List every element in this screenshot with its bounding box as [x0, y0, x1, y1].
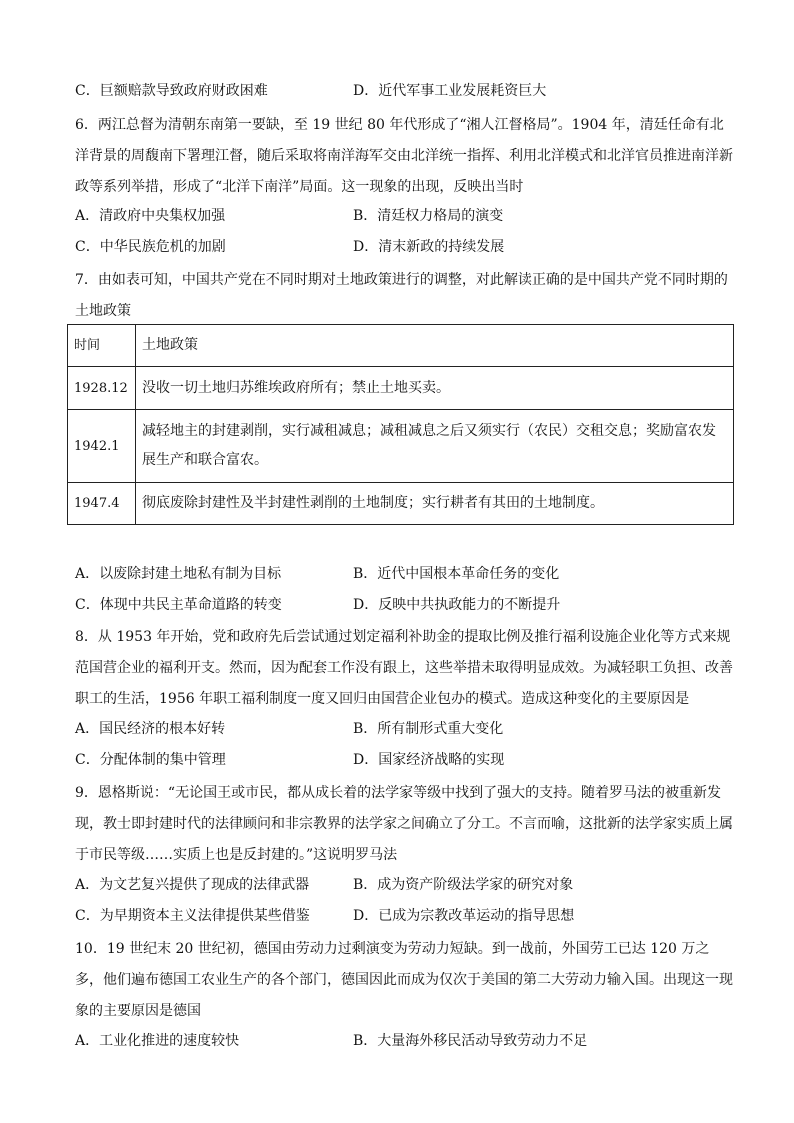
- table-header-row: [68, 325, 734, 367]
- table-cell-time: 1942.1: [68, 410, 136, 483]
- table-row: [68, 367, 734, 410]
- q9-option-b: B．成为资产阶级法学家的研究对象: [353, 877, 574, 893]
- q6-option-b: B．清廷权力格局的演变: [353, 208, 504, 224]
- land-policy-table: [67, 324, 734, 525]
- q9-stem: 9．恩格斯说：“无论国王或市民，都从成长着的法学家等级中找到了强大的支持。随着罗马法的被重新发现，教士即封建时代的法律顾问和非宗教界的法学家之间确立了分工。不言而喻，这批新的法学家实质上属于市民等级……实质上也是反封建的。”这说明罗马法: [75, 785, 733, 863]
- q10-stem: 10．19 世纪末 20 世纪初，德国由劳动力过剩演变为劳动力短缺。到一战前，外国劳工已达 120 万之多，他们遍布德国工农业生产的各个部门，德国因此而成为仅次于美国的第二大劳动力输入国。出现这一现象的主要原因是德国: [75, 941, 733, 1019]
- table-cell-time: 1947.4: [68, 483, 136, 525]
- table-cell-policy: 没收一切土地归苏维埃政府所有；禁止土地买卖。: [136, 367, 734, 410]
- table-cell-policy: 彻底废除封建性及半封建性剥削的土地制度；实行耕者有其田的土地制度。: [136, 483, 734, 525]
- table-header-cell: 土地政策: [136, 325, 734, 367]
- q7-option-d: D．反映中共执政能力的不断提升: [353, 597, 561, 613]
- q6-option-d: D．清末新政的持续发展: [353, 239, 505, 255]
- q6-stem: 6．两江总督为清朝东南第一要缺，至 19 世纪 80 年代形成了“湘人江督格局”。1904 年，清廷任命有北洋背景的周馥南下署理江督，随后采取将南洋海军交由北洋统一指挥、利用北洋模式和北洋官员推进南洋新政等系列举措，形成了“北洋下南洋”局面。这一现象的出现，反映出当时: [75, 117, 733, 195]
- q7-option-a: A．以废除封建土地私有制为目标: [75, 566, 282, 582]
- q7-option-c: C．体现中共民主革命道路的转变: [75, 597, 282, 613]
- q6-option-c: C．中华民族危机的加剧: [75, 239, 226, 255]
- q6-option-a: A．清政府中央集权加强: [75, 208, 226, 224]
- q5-option-c: C．巨额赔款导致政府财政困难: [75, 83, 268, 99]
- q8-option-d: D．国家经济战略的实现: [353, 752, 505, 768]
- q8-option-a: A．国民经济的根本好转: [75, 721, 226, 737]
- q10-option-a: A．工业化推进的速度较快: [75, 1033, 240, 1049]
- q7-option-b: B．近代中国根本革命任务的变化: [353, 566, 560, 582]
- q10-option-b: B．大量海外移民活动导致劳动力不足: [353, 1033, 588, 1049]
- q7-stem: 7．由如表可知，中国共产党在不同时期对土地政策进行的调整，对此解读正确的是中国共产党不同时期的土地政策: [75, 272, 728, 319]
- q8-stem: 8．从 1953 年开始，党和政府先后尝试通过划定福利补助金的提取比例及推行福利设施企业化等方式来规范国营企业的福利开支。然而，因为配套工作没有跟上，这些举措未取得明显成效。为减轻职工负担、改善职工的生活，1956 年职工福利制度一度又回归由国营企业包办的模式。造成这种变化的主要原因是: [75, 629, 733, 707]
- table-header-cell: 时间: [68, 325, 136, 367]
- table-row: [68, 483, 734, 525]
- q8-option-b: B．所有制形式重大变化: [353, 721, 504, 737]
- table-cell-time: 1928.12: [68, 367, 136, 410]
- table-row: [68, 410, 734, 483]
- table-cell-policy: 减轻地主的封建剥削，实行减租减息；减租减息之后又须实行（农民）交租交息；奖励富农发展生产和联合富农。: [136, 410, 734, 483]
- q9-option-c: C．为早期资本主义法律提供某些借鉴: [75, 908, 310, 924]
- q9-option-d: D．已成为宗教改革运动的指导思想: [353, 908, 575, 924]
- q5-option-d: D．近代军事工业发展耗资巨大: [353, 83, 547, 99]
- q8-option-c: C．分配体制的集中管理: [75, 752, 226, 768]
- q9-option-a: A．为文艺复兴提供了现成的法律武器: [75, 877, 310, 893]
